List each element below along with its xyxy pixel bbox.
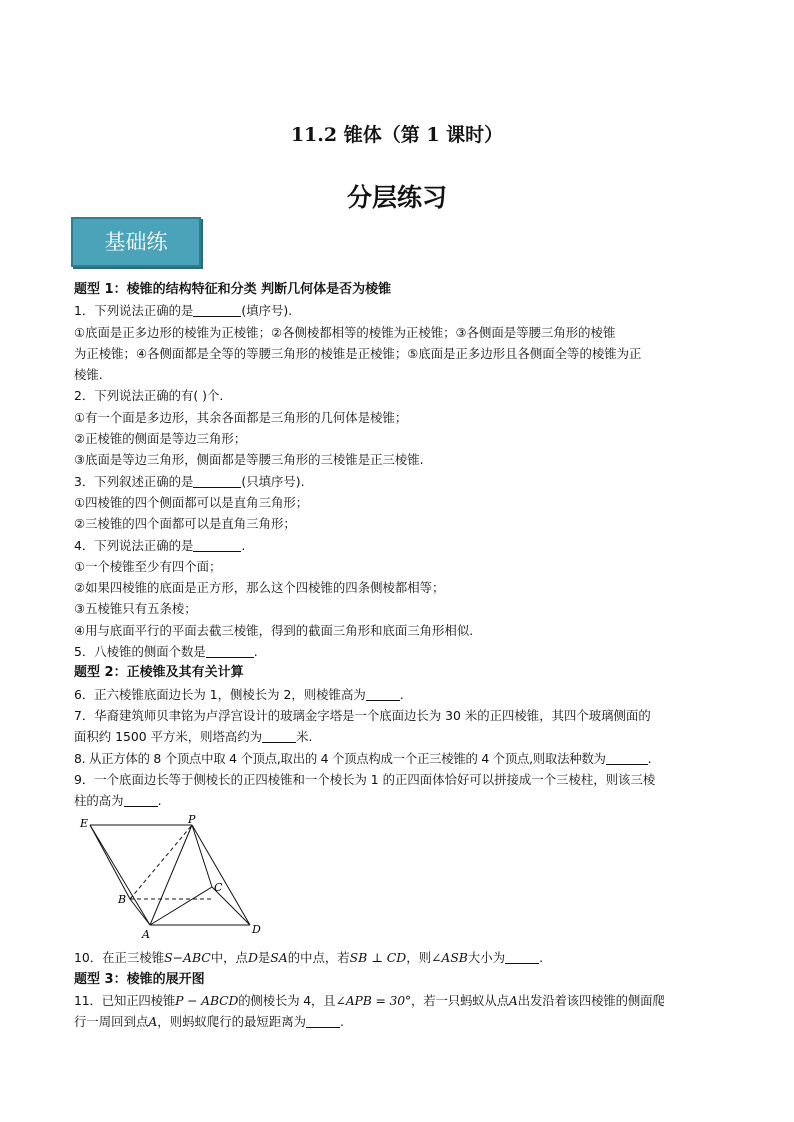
section-heading-1: 题型 1：棱锥的结构特征和分类 判断几何体是否为棱锥 (74, 282, 392, 297)
answer-blank (193, 474, 241, 488)
edge-pa (150, 825, 192, 925)
answer-blank (505, 950, 539, 964)
question-4-stem: 4．下列说法正确的是 . (74, 537, 246, 553)
question-4-option: ④用与底面平行的平面去截三棱锥，得到的截面三角形和底面三角形相似. (74, 622, 474, 638)
question-3-option: ②三棱锥的四个面都可以是直角三角形； (74, 516, 296, 532)
level-badge: 基础练 (71, 217, 201, 267)
edge-ac (150, 887, 212, 925)
question-6-stem: 6．正六棱锥底面边长为 1，侧棱长为 2，则棱锥高为 . (74, 686, 404, 702)
answer-blank (124, 793, 158, 807)
section-heading-3: 题型 3：棱锥的展开图 (74, 971, 205, 987)
prism-diagram (78, 815, 278, 941)
question-2-stem: 2．下列说法正确的有( )个. (74, 388, 224, 404)
edge-pc (192, 825, 212, 887)
label-c: C (214, 881, 223, 895)
label-p: P (188, 815, 196, 827)
question-8-stem: 8. 从正方体的 8 个顶点中取 4 个顶点,取出的 4 个顶点构成一个正三棱锥的 4 个顶点,则取法种数为 . (74, 750, 652, 766)
question-5-stem: 5．八棱锥的侧面个数是 . (74, 644, 258, 660)
prism-figure (74, 815, 724, 941)
question-3-stem: 3．下列叙述正确的是 (只填序号). (74, 473, 305, 489)
question-1-line: 棱锥. (74, 367, 103, 383)
question-1-line: ①底面是正多边形的棱锥为正棱锥；②各侧棱都相等的棱锥为正棱锥；③各侧面是等腰三角形的棱锥 (74, 324, 616, 340)
question-4-option: ①一个棱锥至少有四个面； (74, 558, 222, 574)
question-2-option: ③底面是等边三角形，侧面都是等腰三角形的三棱锥是正三棱锥. (74, 452, 424, 468)
label-a: A (142, 928, 150, 942)
answer-blank (366, 687, 400, 701)
answer-blank (193, 303, 241, 317)
answer-blank (262, 729, 296, 743)
edge-ba (130, 899, 150, 925)
page-title: 11.2 锥体（第 1 课时） (290, 124, 504, 146)
question-9-line: 9．一个底面边长等于侧棱长的正四棱锥和一个棱长为 1 的正四面体恰好可以拼接成一个三棱柱，则该三棱 (74, 771, 656, 787)
question-7-line: 面积约 1500 平方米，则塔高约为 米. (74, 729, 313, 745)
question-7-line: 7．华裔建筑师贝聿铭为卢浮宫设计的玻璃金字塔是一个底面边长为 30 米的正四棱锥，其四个玻璃侧面的 (74, 707, 651, 723)
answer-blank (193, 538, 241, 552)
question-9-line: 柱的高为 . (74, 793, 162, 809)
question-2-option: ①有一个面是多边形，其余各面都是三角形的几何体是棱锥； (74, 409, 408, 425)
question-4-option: ③五棱锥只有五条棱； (74, 601, 197, 617)
edge-bp-hidden (130, 825, 192, 899)
question-4-option: ②如果四棱锥的底面是正方形，那么这个四棱锥的四条侧棱都相等； (74, 580, 445, 596)
page-subtitle: 分层练习 (346, 183, 447, 212)
question-1-stem: 1．下列说法正确的是 (填序号). (74, 303, 293, 319)
answer-blank (206, 644, 254, 658)
question-2-option: ②正棱锥的侧面是等边三角形； (74, 431, 247, 447)
edge-eb (90, 825, 130, 899)
question-3-option: ①四棱锥的四个侧面都可以是直角三角形； (74, 494, 309, 510)
question-10-stem: 10．在正三棱锥S−ABC中，点D是SA的中点，若SB ⊥ CD，则∠ASB大小为 . (74, 950, 544, 966)
edge-ea (90, 825, 150, 925)
section-heading-2: 题型 2：正棱锥及其有关计算 (74, 665, 244, 681)
edge-pd (192, 825, 250, 925)
exercise-content (74, 279, 724, 1033)
label-d: D (252, 923, 261, 937)
label-e: E (80, 817, 89, 831)
answer-blank (606, 751, 648, 765)
answer-blank (306, 1014, 340, 1028)
question-11-line: 行一周回到点A，则蚂蚁爬行的最短距离为 . (74, 1014, 344, 1030)
question-11-line: 11．已知正四棱锥P − ABCD的侧棱长为 4，且∠APB = 30°，若一只蚂蚁从点A出发沿着该四棱锥的侧面爬 (74, 993, 665, 1009)
label-b: B (118, 893, 127, 907)
question-1-line: 为正棱锥；④各侧面都是全等的等腰三角形的棱锥是正棱锥；⑤底面是正多边形且各侧面全等的棱锥为正 (74, 345, 642, 361)
